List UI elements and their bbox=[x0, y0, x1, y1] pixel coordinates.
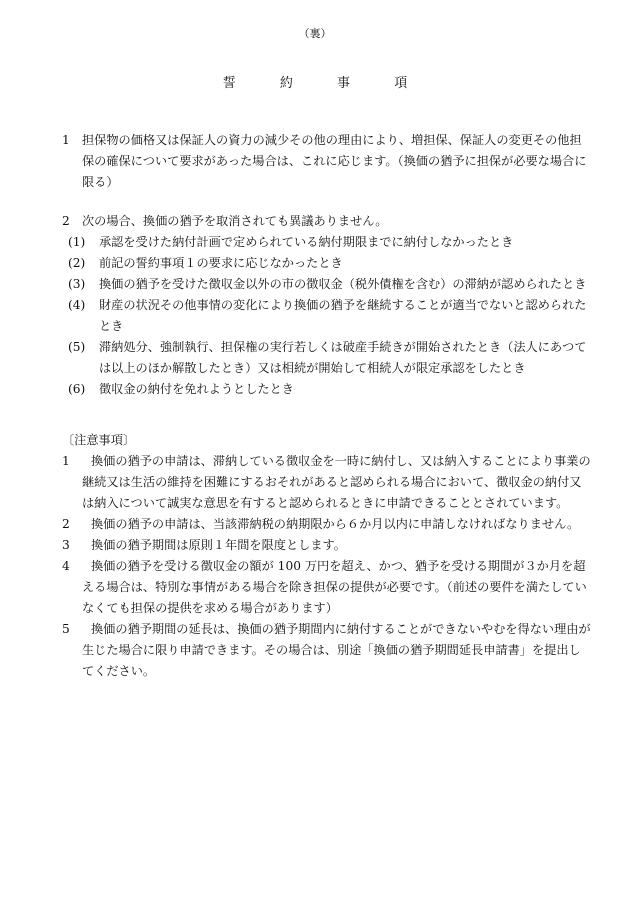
pledge-section-1 bbox=[62, 130, 592, 193]
pledge-subitem bbox=[68, 232, 592, 253]
subitem-text: 承認を受けた納付計画で定められている納付期限までに納付しなかったとき bbox=[99, 235, 514, 249]
note-text: 換価の猶予の申請は、滞納している徴収金を一時に納付し、又は納入することにより事業の継続又は生活の維持を困難にするおそれがあると認められる場合において、徴収金の納付又は納入について誠実な意思を有すると認められるときに申請できることとされています。 bbox=[82, 454, 591, 510]
note-text: 換価の猶予期間は原則１年間を限度とします。 bbox=[91, 538, 346, 552]
notes-section bbox=[62, 430, 592, 682]
note-number: 4 bbox=[62, 559, 70, 573]
note-text: 換価の猶予の申請は、当該滞納税の納期限から６か月以内に申請しなければなりません。 bbox=[91, 517, 580, 531]
pledge-subitem bbox=[68, 295, 592, 337]
pledge-section-2 bbox=[62, 211, 592, 400]
subitem-number: (5) bbox=[68, 340, 86, 354]
pledge-item bbox=[62, 130, 592, 193]
subitem-number: (1) bbox=[68, 235, 86, 249]
pledge-text: 担保物の価格又は保証人の資力の減少その他の理由により、増担保、保証人の変更その他担保の確保について要求があった場合は、これに応じます。（換価の猶予に担保が必要な場合に限る） bbox=[82, 133, 587, 189]
note-text: 換価の猶予を受ける徴収金の額が 100 万円を超え、かつ、猶予を受ける期間が３か月を超える場合は、特別な事情がある場合を除き担保の提供が必要です。（前述の要件を満たしていなくても担保の提供を求める場合があります） bbox=[82, 559, 587, 615]
pledge-subitem bbox=[68, 337, 592, 379]
note-number: 5 bbox=[62, 622, 70, 636]
subitem-text: 換価の猶予を受けた徴収金以外の市の徴収金（税外債権を含む）の滞納が認められたとき bbox=[99, 277, 587, 291]
page-title: 誓 約 事 項 bbox=[222, 76, 428, 91]
subitem-number: (6) bbox=[68, 382, 86, 396]
subitem-text: 徴収金の納付を免れようとしたとき bbox=[99, 382, 294, 396]
note-item bbox=[62, 514, 592, 535]
note-number: 3 bbox=[62, 538, 70, 552]
pledge-subitem bbox=[68, 379, 592, 400]
notes-heading: 〔注意事項〕 bbox=[62, 433, 136, 447]
pledge-number: 2 bbox=[62, 214, 70, 228]
note-number: 1 bbox=[62, 454, 70, 468]
note-text: 換価の猶予期間の延長は、換価の猶予期間内に納付することができないやむを得ない理由が生じた場合に限り申請できます。その場合は、別途「換価の猶予期間延長申請書」を提出してください。 bbox=[82, 622, 591, 678]
pledge-item bbox=[62, 211, 592, 232]
subitem-number: (3) bbox=[68, 277, 86, 291]
note-item bbox=[62, 556, 592, 619]
subitem-text: 滞納処分、強制執行、担保権の実行若しくは破産手続きが開始されたとき（法人にあつては以上のほか解散したとき）又は相続が開始して相続人が限定承認をしたとき bbox=[99, 340, 587, 375]
pledge-number: 1 bbox=[62, 133, 70, 147]
note-item bbox=[62, 619, 592, 682]
subitem-text: 前記の誓約事項１の要求に応じなかったとき bbox=[99, 256, 343, 270]
back-side-label: （裏） bbox=[298, 27, 332, 40]
note-number: 2 bbox=[62, 517, 70, 531]
pledge-subitem bbox=[68, 274, 592, 295]
subitem-number: (4) bbox=[68, 298, 86, 312]
pledge-subitem bbox=[68, 253, 592, 274]
subitem-number: (2) bbox=[68, 256, 86, 270]
pledge-text: 次の場合、換価の猶予を取消されても異議ありません。 bbox=[82, 214, 388, 228]
note-item bbox=[62, 451, 592, 514]
note-item bbox=[62, 535, 592, 556]
subitem-text: 財産の状況その他事情の変化により換価の猶予を継続することが適当でないと認められたとき bbox=[99, 298, 587, 333]
